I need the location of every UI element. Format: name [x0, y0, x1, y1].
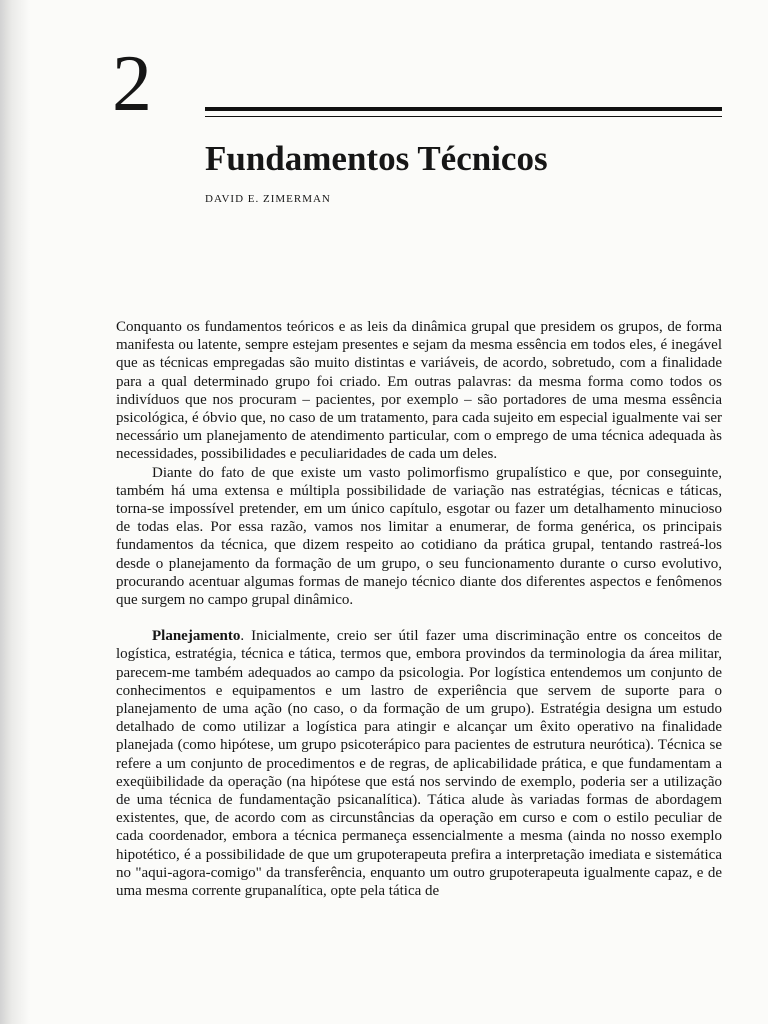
chapter-title: Fundamentos Técnicos — [205, 139, 548, 178]
chapter-rule-thick — [205, 107, 722, 111]
section-heading: Planejamento — [152, 628, 241, 645]
section-planejamento — [116, 627, 722, 900]
chapter-rule-thin — [205, 116, 722, 117]
body-text — [116, 318, 722, 900]
paragraph-intro: Conquanto os fundamentos teóricos e as leis da dinâmica grupal que presidem os grupos, de forma manifesta ou latente, sempre estejam presentes e sejam da mesma essência em todos eles, é inegável que as técnicas empregadas são muito distintas e variáveis, de acordo, sobretudo, com a finalidade para a qual determinado grupo foi criado. Em outras palavras: da mesma forma como todos os indivíduos que nos procuram – pacientes, por exemplo – são portadores de uma mesma essência psicológica, é óbvio que, no caso de um tratamento, para cada sujeito em especial igualmente vai ser necessário um planejamento de atendimento particular, com o emprego de uma técnica adequada às necessidades, possibilidades e peculiaridades de cada um deles. — [116, 319, 722, 463]
scan-edge-shadow — [0, 0, 30, 1024]
section-text: . Inicialmente, creio ser útil fazer uma discriminação entre os conceitos de logística, estratégia, técnica e tática, termos que, embora provindos da terminologia da área militar, parecem-me também adequados ao campo da psicologia. Por logística entendemos um conjunto de conhecimentos e equipamentos e um lastro de experiência que servem de suporte para o planejamento de uma ação (no caso, o da formação de um grupo). Estratégia designa um estudo detalhado de como utilizar a logística para atingir e alcançar um êxito operativo na finalidade planejada (como hipótese, um grupo psicoterápico para pacientes de estrutura neurótica). Técnica se refere a um conjunto de procedimentos e de regras, de aplicabilidade prática, e que fundamentam a exeqüibilidade da operação (na hipótese que está nos servindo de exemplo, poderia ser a utilização de uma técnica de fundamentação psicanalítica). Tática alude às variadas formas de abordagem existentes, que, de acordo com as circunstâncias da operação em curso e com o estilo peculiar de cada coordenador, embora a técnica permaneça essencialmente a mesma (ainda no nosso exemplo hipotético, é a possibilidade de que um grupoterapeuta prefira a interpretação imediata e sistemática no "aqui-agora-comigo" da transferência, enquanto um outro grupoterapeuta igualmente capaz, e de uma mesma corrente grupanalítica, opte pela tática de — [116, 628, 722, 900]
chapter-number: 2 — [112, 40, 152, 128]
chapter-author: DAVID E. ZIMERMAN — [205, 193, 331, 205]
paragraph-polymorphism: Diante do fato de que existe um vasto polimorfismo grupalístico e que, por conseguinte, também há uma extensa e múltipla possibilidade de variação nas estratégias, técnicas e táticas, torna-se impossível pretender, em um único capítulo, esgotar ou fazer um detalhamento minucioso de todas elas. Por essa razão, vamos nos limitar a enumerar, de forma genérica, os principais fundamentos da técnica, que dizem respeito ao cotidiano da prática grupal, tentando rastreá-los desde o planejamento da formação de um grupo, o seu funcionamento durante o curso evolutivo, procurando acentuar algumas formas de manejo técnico diante dos diferentes aspectos e fenômenos que surgem no campo grupal dinâmico. — [116, 464, 722, 609]
